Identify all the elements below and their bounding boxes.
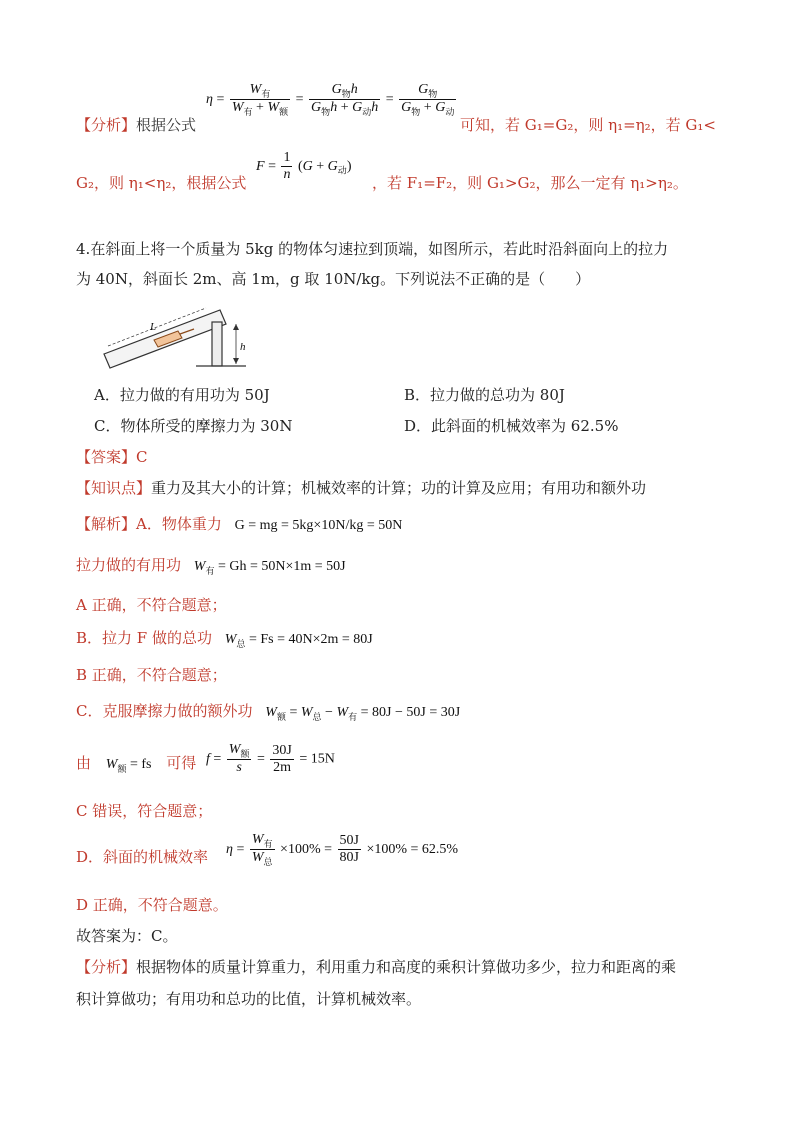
from-text: 由 — [76, 754, 92, 772]
knowledge-line — [76, 477, 646, 498]
analysis1-line2-end: ，若 F₁=F₂，则 G₁>G₂，那么一定有 η₁>η₂。 — [372, 174, 688, 192]
gravity-formula: G = mg = 5kg×10N/kg = 50N — [234, 518, 403, 533]
analysis2-line1 — [76, 956, 676, 977]
friction-line — [76, 752, 196, 775]
efficiency-result-formula: η = $\frac{W_有}{W_总}$ ×100% = $\frac{50J}{80J}$ ×100% = 62.5% — [226, 832, 459, 867]
question-line2: 为 40N，斜面长 2m、高 1m，g 取 10N/kg。下列说法不正确的是（ ） — [76, 270, 591, 288]
solution-a-result: A 正确，不符合题意； — [76, 596, 227, 614]
knowledge-text: 重力及其大小的计算；机械效率的计算；功的计算及应用；有用功和额外功 — [151, 479, 647, 497]
total-work-formula-wrap: $W_总 = Fs = 40N\times 2m = 80J$ — [224, 632, 373, 649]
extra-work-formula-wrap: $W_额 = W_总 - W_有 = 80J - 50J = 30J$ — [265, 705, 461, 722]
analysis1-conclusion: 可知，若 G₁=G₂，则 η₁=η₂，若 G₁< — [460, 116, 716, 134]
analysis-text: 根据公式 — [136, 116, 197, 134]
solution-tag: 【解析】 — [76, 515, 137, 533]
answer-tag: 【答案】 — [76, 448, 137, 466]
analysis2-line2: 积计算做功；有用功和总功的比值，计算机械效率。 — [76, 990, 422, 1008]
question-line1 — [76, 238, 668, 259]
solution-b-result: B 正确，不符合题意； — [76, 666, 227, 684]
total-work-formula: = Fs = 40N×2m = 80J — [248, 632, 373, 647]
useful-work-formula-wrap: $W_有 = Gh = 50N\times 1m = 50J$ — [193, 559, 346, 576]
get-text: 可得 — [166, 754, 197, 772]
option-b[interactable]: B．拉力做的总功为 80J — [404, 386, 565, 404]
solution-d-label: D．斜面的机械效率 — [76, 848, 209, 866]
solution-d-result: D 正确，不符合题意。 — [76, 896, 228, 914]
label-L: L — [150, 321, 157, 333]
option-c[interactable]: C．物体所受的摩擦力为 30N — [94, 417, 293, 435]
solution-a-label: A．物体重力 — [136, 515, 222, 533]
solution-b-label: B．拉力 F 做的总功 — [76, 629, 212, 647]
analysis1-line2-start: G₂，则 η₁<η₂，根据公式 — [76, 174, 247, 192]
analysis1-line1 — [76, 114, 196, 135]
solution-c-result: C 错误，符合题意； — [76, 802, 213, 820]
question-number: 4. — [76, 240, 91, 258]
solution-c-line — [76, 700, 460, 723]
conclusion: 故答案为：C。 — [76, 927, 178, 945]
useful-work-label: 拉力做的有用功 — [76, 556, 182, 574]
knowledge-tag: 【知识点】 — [76, 479, 152, 497]
extra-work-def: $W_额$ = fs — [105, 757, 152, 774]
incline-diagram — [96, 300, 256, 375]
option-d[interactable]: D．此斜面的机械效率为 62.5% — [404, 417, 619, 435]
extra-work-formula: = 80J − 50J = 30J — [360, 705, 461, 720]
answer-value: C — [136, 448, 148, 466]
option-a[interactable]: A．拉力做的有用功为 50J — [94, 386, 270, 404]
solution-c-label: C．克服摩擦力做的额外功 — [76, 702, 253, 720]
analysis2-tag: 【分析】 — [76, 958, 137, 976]
force-formula: F = $\frac{1}{n}$ $(G + G_动)$ — [256, 150, 352, 183]
solution-b-line — [76, 627, 373, 650]
answer-line — [76, 446, 148, 467]
friction-formula: f = $\frac{W_额}{s}$ = $\frac{30J}{2m}$ = 15N — [206, 742, 335, 776]
efficiency-formula: η = $\frac{W_有}{W_有 + W_额}$ = $\frac{G_物h}{G_物h + G_动h}$ = $\frac{G_物}{G_物 + G_动}$ — [206, 82, 455, 117]
analysis2-text-1: 根据物体的质量计算重力，利用重力和高度的乘积计算做功多少，拉力和距离的乘 — [136, 958, 677, 976]
solution-a-line — [76, 513, 402, 534]
question-text-1: 在斜面上将一个质量为 5kg 的物体匀速拉到顶端，如图所示，若此时沿斜面向上的拉力 — [90, 240, 669, 258]
analysis-tag: 【分析】 — [76, 116, 137, 134]
useful-work-line — [76, 554, 346, 577]
label-h: h — [240, 341, 246, 353]
solution-d-line — [76, 846, 208, 867]
useful-work-formula: = Gh = 50N×1m = 50J — [217, 559, 346, 574]
